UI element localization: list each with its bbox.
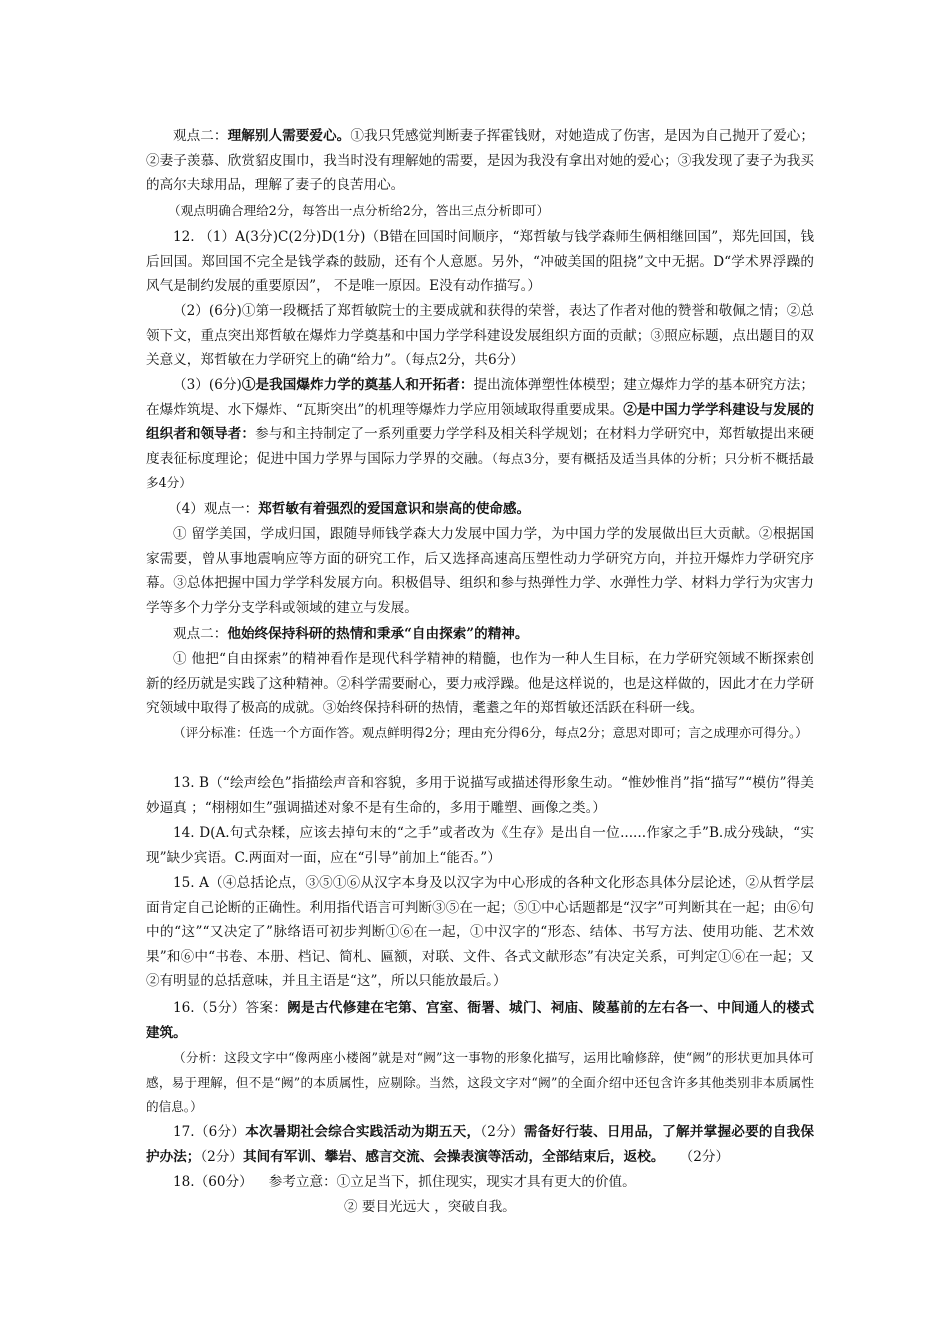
q16-answer [146,996,814,1045]
q12-part3-point2-text: 参与和主持制定了一系列重要力学学科及相关科学规划；在材料力学研究中，郑哲敏提出来硬度表征标度理论；促进中国力学界与国际力学界的交融。 [146,426,815,467]
q18-answer [146,1170,814,1195]
q16-prefix: 16.（5分）答案： [173,1000,288,1016]
q17-point2: 需备好行装、日用品，了解并掌握必要的自我保护办法； [146,1124,814,1165]
q12-view2-body: ① 他把“自由探索”的精神看作是现代科学精神的精髓，也作为一种人生目标，在力学研究领域不断探索创新的经历就是实践了这种精神。②科学需要耐心，要力戒浮躁。他是这样说的，也是这样做的，因此才在力学研究领域中取得了极高的成就。③始终保持科研的热情，耄耋之年的郑哲敏还活跃在科研一线。 [146,651,814,717]
q17-score3: （2分） [686,1148,730,1165]
q18-label: 参考立意： [268,1174,337,1190]
q12-view2-label: 观点二： [173,626,228,642]
q13-answer: 13. B（“绘声绘色”指描绘声音和容貌，多用于说描写或描述得形象生动。“惟妙惟肖”指“描写”“模仿”得美妙逼真 ；“栩栩如生”强调描述对象不是有生命的，多用于雕塑、画像之类。） [146,775,814,816]
q12-part4-view1: 郑哲敏有着强烈的爱国意识和崇高的使命感。 [258,501,531,517]
q12-part4-view1-body: ① 留学美国，学成归国，跟随导师钱学森大力发展中国力学，为中国力学的发展做出巨大贡献。②根据国家需要，曾从事地震响应等方面的研究工作，后又选择高速高压塑性动力学研究方向，并拉开爆炸力学研究序幕。③总体把握中国力学学科发展方向。积极倡导、组织和参与热弹性力学、水弹性力学、材料力学行为灾害力学等多个力学分支学科或领域的建立与发展。 [146,526,814,616]
scoring-note-11: （观点明确合理给2分，每答出一点分析给2分，答出三点分析即可） [168,203,550,218]
view2-label: 观点二： [173,128,228,144]
view2-paragraph [146,124,814,198]
q18-prefix: 18.（60分） [173,1174,253,1190]
q12-part3-point2-head: ②是中国力学学科建设与发展的组织者和领导者： [146,401,815,443]
q17-score2: （2分） [200,1148,244,1165]
q12-scoring-note: （评分标准：任选一个方面作答。观点鲜明得2分；理由充分得6分，每点2分；意思对即可；言之成理亦可得分。） [173,725,808,740]
q12-part2: （2）(6分)①第一段概括了郑哲敏院士的主要成就和获得的荣誉，表达了作者对他的赞誉和敬佩之情；②总领下文，重点突出郑哲敏在爆炸力学奠基和中国力学学科建设发展组织方面的贡献；③照应标题，点出题目的双关意义，郑哲敏在力学研究上的确“给力”。（每点2分，共6分） [146,303,814,369]
q12-part4-heading [146,497,814,522]
q12-part3-point1-text: 提出流体弹塑性体模型；建立爆炸力学的基本研究方法；在爆炸筑堤、水下爆炸、“瓦斯突出”的机理等爆炸力学应用领域取得重要成果。 [146,377,815,418]
q12-part3-note: （每点3分，要有概括及适当具体的分析；只分析不概括最多4分） [146,450,814,491]
q16-answer-text: 阙是古代修建在宅第、宫室、衙署、城门、祠庙、陵墓前的左右各一、中间通人的楼式建筑。 [146,1000,814,1041]
q12-part3-point1-head: ①是我国爆炸力学的奠基人和开拓者： [241,377,474,393]
q18-point2: ② 要目光远大 ，突破自我。 [344,1199,516,1215]
q17-prefix: 17.（6分） [173,1124,246,1140]
q12-part1: 12. （1）A(3分)C(2分)D(1分)（B错在回国时间顺序，“郑哲敏与钱学森师生俩相继回国”，郑先回国，钱后回国。郑回国不完全是钱学森的鼓励，还有个人意愿。另外，“冲破美国的阻挠”文中无据。D“学术界浮躁的风气是制约发展的重要原因”， 不是唯一原因。E没有动作描写。） [146,229,814,295]
q17-point1: 本次暑期社会综合实践活动为期五天， [245,1124,481,1140]
q12-part3 [146,373,814,496]
view2-heading: 理解别人需要爱心。 [227,128,351,144]
q17-answer [146,1120,814,1169]
q18-point1: ①立足当下，抓住现实，现实才具有更大的价值。 [336,1174,636,1190]
q15-answer: 15. A（④总括论点，③⑤①⑥从汉字本身及以汉字为中心形成的各种文化形态具体分层论述，②从哲学层面肯定自己论断的正确性。利用指代语言可判断③⑤在一起；⑤①中心话题都是“汉字”可判断其在一起；由⑥句中的“这”“又决定了”脉络语可初步判断①⑥在一起，①中汉字的“形态、结体、书写方法、使用功能、艺术效果”和⑥中“书卷、本册、档记、简札、匾额，对联、文件、各式文献形态”有决定关系，可判定①⑥在一起；又②有明显的总括意味，并且主语是“这”，所以只能放最后。） [146,875,814,990]
q12-part4-prefix: （4）观点一： [168,501,259,517]
q14-answer: 14. D(A.句式杂糅，应该去掉句末的“之手”或者改为《生存》是出自一位......作家之手”B.成分残缺，“实现”缺少宾语。C.两面对一面，应在“引导”前加上“能否。”） [146,825,814,866]
q12-view2-head: 他始终保持科研的热情和秉承“自由探索”的精神。 [227,626,529,642]
q16-analysis: （分析：这段文字中“像两座小楼阁”就是对“阙”这一事物的形象化描写，运用比喻修辞，使“阙”的形状更加具体可感，易于理解，但不是“阙”的本质属性，应剔除。当然，这段文字对“阙”的全面介绍中还包含许多其他类别非本质属性的信息。） [146,1050,814,1115]
q17-point3: 其间有军训、攀岩、感言交流、会操表演等活动，全部结束后，返校。 [243,1148,665,1165]
q17-score1: （2分） [480,1124,524,1140]
q12-view2-heading [146,622,814,647]
view2-body: ①我只凭感觉判断妻子挥霍钱财，对她造成了伤害，是因为自己抛开了爱心；②妻子羡慕、欣赏貂皮围巾，我当时没有理解她的需要，是因为我没有拿出对她的爱心；③我发现了妻子为我买的高尔夫球用品，理解了妻子的良苦用心。 [146,128,815,194]
q12-part3-prefix: （3）(6分) [173,377,242,393]
